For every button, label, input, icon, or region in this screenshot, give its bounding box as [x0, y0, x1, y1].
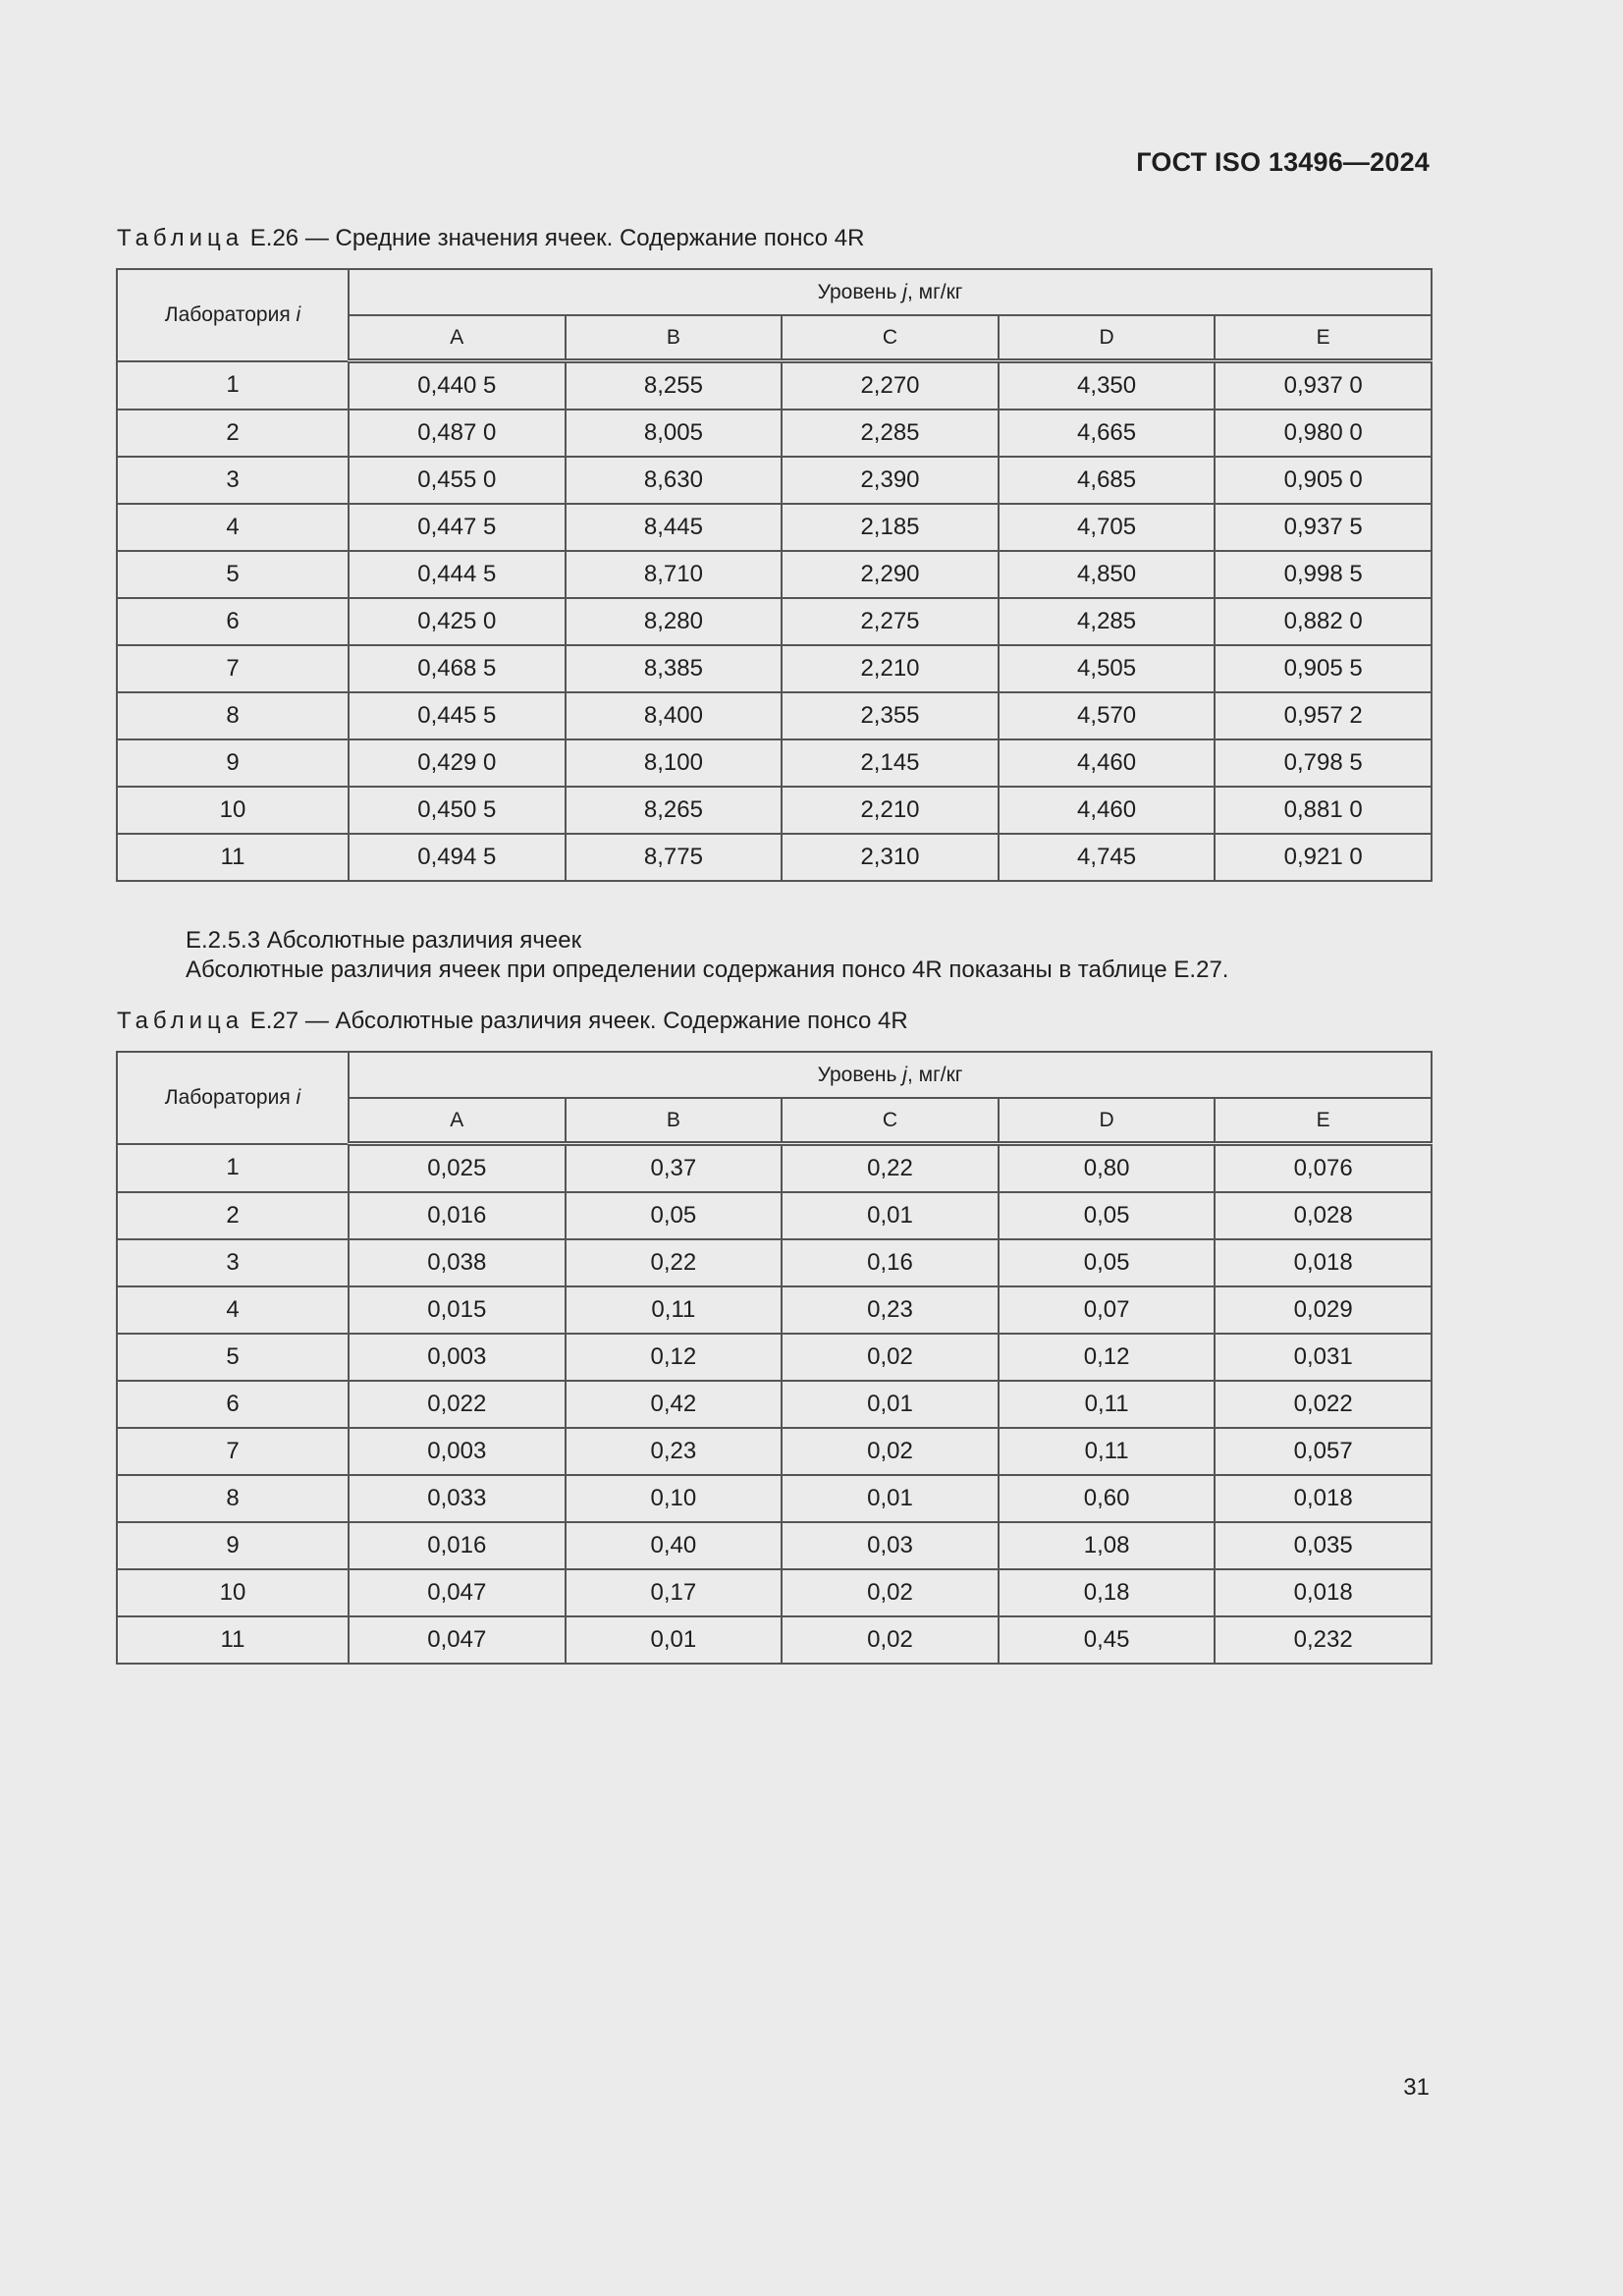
table-row: [117, 1334, 1432, 1381]
value-cell: 0,028: [1215, 1192, 1432, 1239]
table-row: [117, 504, 1432, 551]
value-cell: 0,16: [782, 1239, 999, 1286]
value-cell: 0,022: [1215, 1381, 1432, 1428]
table-row: [117, 1192, 1432, 1239]
value-cell: 0,921 0: [1215, 834, 1432, 881]
lab-number-cell: 4: [117, 504, 349, 551]
lab-number-cell: 8: [117, 1475, 349, 1522]
caption-text: Е.26 — Средние значения ячеек. Содержание понсо 4R: [249, 225, 865, 251]
value-cell: 0,37: [566, 1144, 783, 1193]
column-header-b: B: [566, 315, 783, 361]
value-cell: 4,285: [999, 598, 1216, 645]
value-cell: 2,390: [782, 457, 999, 504]
value-cell: 0,487 0: [349, 410, 566, 457]
value-cell: 8,710: [566, 551, 783, 598]
column-header-a: A: [349, 315, 566, 361]
value-cell: 0,018: [1215, 1569, 1432, 1616]
value-cell: 2,290: [782, 551, 999, 598]
column-header-c: C: [782, 315, 999, 361]
value-cell: 0,45: [999, 1616, 1216, 1664]
value-cell: 0,980 0: [1215, 410, 1432, 457]
table-row: [117, 834, 1432, 881]
lab-number-cell: 10: [117, 1569, 349, 1616]
lab-number-cell: 7: [117, 645, 349, 692]
column-header-e: E: [1215, 315, 1432, 361]
value-cell: 4,705: [999, 504, 1216, 551]
column-header-d: D: [999, 315, 1216, 361]
lab-number-cell: 9: [117, 1522, 349, 1569]
lab-number-cell: 5: [117, 1334, 349, 1381]
value-cell: 4,505: [999, 645, 1216, 692]
value-cell: 0,881 0: [1215, 787, 1432, 834]
level-column-header: Уровень j, мг/кг: [349, 269, 1432, 315]
value-cell: 0,047: [349, 1616, 566, 1664]
lab-number-cell: 2: [117, 1192, 349, 1239]
value-cell: 0,076: [1215, 1144, 1432, 1193]
table-row: [117, 361, 1432, 410]
value-cell: 2,210: [782, 787, 999, 834]
value-cell: 0,035: [1215, 1522, 1432, 1569]
table-row: [117, 1239, 1432, 1286]
value-cell: 4,850: [999, 551, 1216, 598]
value-cell: 2,145: [782, 739, 999, 787]
column-header-d: D: [999, 1098, 1216, 1144]
document-code: ГОСТ ISO 13496—2024: [1136, 147, 1430, 177]
value-cell: 8,100: [566, 739, 783, 787]
value-cell: 0,01: [566, 1616, 783, 1664]
value-cell: 0,22: [782, 1144, 999, 1193]
value-cell: 8,775: [566, 834, 783, 881]
column-header-e: E: [1215, 1098, 1432, 1144]
lab-number-cell: 6: [117, 1381, 349, 1428]
value-cell: 2,310: [782, 834, 999, 881]
value-cell: 0,11: [566, 1286, 783, 1334]
value-cell: 0,444 5: [349, 551, 566, 598]
value-cell: 8,630: [566, 457, 783, 504]
caption-prefix: Таблица: [117, 225, 244, 251]
value-cell: 8,400: [566, 692, 783, 739]
section-block: [186, 926, 1228, 985]
value-cell: 0,18: [999, 1569, 1216, 1616]
column-header-b: B: [566, 1098, 783, 1144]
value-cell: 2,185: [782, 504, 999, 551]
lab-number-cell: 4: [117, 1286, 349, 1334]
table-row: [117, 457, 1432, 504]
value-cell: 8,385: [566, 645, 783, 692]
value-cell: 0,038: [349, 1239, 566, 1286]
lab-number-cell: 11: [117, 834, 349, 881]
value-cell: 0,05: [566, 1192, 783, 1239]
table-27-body: [117, 1144, 1432, 1665]
lab-number-cell: 3: [117, 1239, 349, 1286]
value-cell: 0,015: [349, 1286, 566, 1334]
table-row: [117, 692, 1432, 739]
value-cell: 2,285: [782, 410, 999, 457]
value-cell: 2,275: [782, 598, 999, 645]
value-cell: 0,60: [999, 1475, 1216, 1522]
table-row: [117, 645, 1432, 692]
table-row: [117, 598, 1432, 645]
value-cell: 0,445 5: [349, 692, 566, 739]
value-cell: 8,005: [566, 410, 783, 457]
table-row: [117, 1381, 1432, 1428]
value-cell: 8,255: [566, 361, 783, 410]
value-cell: 0,01: [782, 1192, 999, 1239]
lab-number-cell: 1: [117, 361, 349, 410]
index-variable: i: [296, 302, 301, 326]
value-cell: 0,02: [782, 1616, 999, 1664]
caption-text: Е.27 — Абсолютные различия ячеек. Содержание понсо 4R: [249, 1008, 908, 1034]
value-cell: 2,270: [782, 361, 999, 410]
value-cell: 0,05: [999, 1192, 1216, 1239]
value-cell: 0,23: [566, 1428, 783, 1475]
value-cell: 2,210: [782, 645, 999, 692]
value-cell: 0,468 5: [349, 645, 566, 692]
value-cell: 0,22: [566, 1239, 783, 1286]
table-row: [117, 1286, 1432, 1334]
caption-prefix: Таблица: [117, 1008, 244, 1034]
value-cell: 0,882 0: [1215, 598, 1432, 645]
lab-number-cell: 3: [117, 457, 349, 504]
value-cell: 0,494 5: [349, 834, 566, 881]
value-cell: 0,455 0: [349, 457, 566, 504]
value-cell: 4,685: [999, 457, 1216, 504]
level-column-header: Уровень j, мг/кг: [349, 1052, 1432, 1098]
value-cell: 0,02: [782, 1428, 999, 1475]
page-number: 31: [1403, 2074, 1430, 2101]
value-cell: 0,450 5: [349, 787, 566, 834]
value-cell: 4,745: [999, 834, 1216, 881]
value-cell: 0,02: [782, 1334, 999, 1381]
value-cell: 0,23: [782, 1286, 999, 1334]
table-26-caption: [117, 225, 864, 252]
value-cell: 0,957 2: [1215, 692, 1432, 739]
value-cell: 0,03: [782, 1522, 999, 1569]
lab-number-cell: 6: [117, 598, 349, 645]
value-cell: 4,665: [999, 410, 1216, 457]
value-cell: 8,265: [566, 787, 783, 834]
value-cell: 0,10: [566, 1475, 783, 1522]
table-row: [117, 1428, 1432, 1475]
column-header-c: C: [782, 1098, 999, 1144]
lab-column-header: Лаборатория i: [117, 1052, 349, 1144]
value-cell: 0,025: [349, 1144, 566, 1193]
lab-number-cell: 9: [117, 739, 349, 787]
lab-number-cell: 5: [117, 551, 349, 598]
value-cell: 0,003: [349, 1428, 566, 1475]
value-cell: 0,018: [1215, 1475, 1432, 1522]
value-cell: 0,016: [349, 1522, 566, 1569]
section-heading: Е.2.5.3 Абсолютные различия ячеек: [186, 927, 582, 954]
value-cell: 0,998 5: [1215, 551, 1432, 598]
value-cell: 0,022: [349, 1381, 566, 1428]
table-row: [117, 1522, 1432, 1569]
value-cell: 0,12: [566, 1334, 783, 1381]
table-row: [117, 739, 1432, 787]
value-cell: 0,07: [999, 1286, 1216, 1334]
value-cell: 1,08: [999, 1522, 1216, 1569]
table-row: [117, 1616, 1432, 1664]
lab-number-cell: 8: [117, 692, 349, 739]
lab-number-cell: 2: [117, 410, 349, 457]
value-cell: 0,003: [349, 1334, 566, 1381]
value-cell: 0,905 0: [1215, 457, 1432, 504]
table-row: [117, 1569, 1432, 1616]
lab-number-cell: 7: [117, 1428, 349, 1475]
value-cell: 8,280: [566, 598, 783, 645]
table-26: [116, 268, 1433, 882]
value-cell: 0,11: [999, 1381, 1216, 1428]
value-cell: 0,12: [999, 1334, 1216, 1381]
lab-number-cell: 1: [117, 1144, 349, 1193]
value-cell: 4,460: [999, 739, 1216, 787]
lab-column-header: Лаборатория i: [117, 269, 349, 361]
table-row: [117, 787, 1432, 834]
table-27-caption: [117, 1008, 908, 1035]
value-cell: 0,016: [349, 1192, 566, 1239]
table-row: [117, 551, 1432, 598]
index-variable: i: [296, 1085, 301, 1109]
table-row: [117, 1144, 1432, 1193]
value-cell: 0,031: [1215, 1334, 1432, 1381]
value-cell: 0,937 0: [1215, 361, 1432, 410]
value-cell: 4,570: [999, 692, 1216, 739]
value-cell: 0,01: [782, 1475, 999, 1522]
lab-number-cell: 10: [117, 787, 349, 834]
value-cell: 4,350: [999, 361, 1216, 410]
index-variable: j: [902, 1063, 907, 1086]
value-cell: 0,02: [782, 1569, 999, 1616]
value-cell: 0,047: [349, 1569, 566, 1616]
table-26-body: [117, 361, 1432, 882]
value-cell: 2,355: [782, 692, 999, 739]
value-cell: 8,445: [566, 504, 783, 551]
value-cell: 0,80: [999, 1144, 1216, 1193]
value-cell: 0,429 0: [349, 739, 566, 787]
column-header-a: A: [349, 1098, 566, 1144]
value-cell: 0,798 5: [1215, 739, 1432, 787]
value-cell: 0,447 5: [349, 504, 566, 551]
value-cell: 4,460: [999, 787, 1216, 834]
value-cell: 0,232: [1215, 1616, 1432, 1664]
value-cell: 0,11: [999, 1428, 1216, 1475]
value-cell: 0,033: [349, 1475, 566, 1522]
value-cell: 0,057: [1215, 1428, 1432, 1475]
table-row: [117, 410, 1432, 457]
index-variable: j: [902, 280, 907, 303]
value-cell: 0,40: [566, 1522, 783, 1569]
value-cell: 0,018: [1215, 1239, 1432, 1286]
value-cell: 0,17: [566, 1569, 783, 1616]
section-body: Абсолютные различия ячеек при определении содержания понсо 4R показаны в таблице Е.27.: [186, 957, 1229, 983]
table-27: [116, 1051, 1433, 1665]
lab-number-cell: 11: [117, 1616, 349, 1664]
value-cell: 0,42: [566, 1381, 783, 1428]
value-cell: 0,029: [1215, 1286, 1432, 1334]
value-cell: 0,05: [999, 1239, 1216, 1286]
table-row: [117, 1475, 1432, 1522]
value-cell: 0,01: [782, 1381, 999, 1428]
value-cell: 0,425 0: [349, 598, 566, 645]
value-cell: 0,440 5: [349, 361, 566, 410]
value-cell: 0,937 5: [1215, 504, 1432, 551]
value-cell: 0,905 5: [1215, 645, 1432, 692]
